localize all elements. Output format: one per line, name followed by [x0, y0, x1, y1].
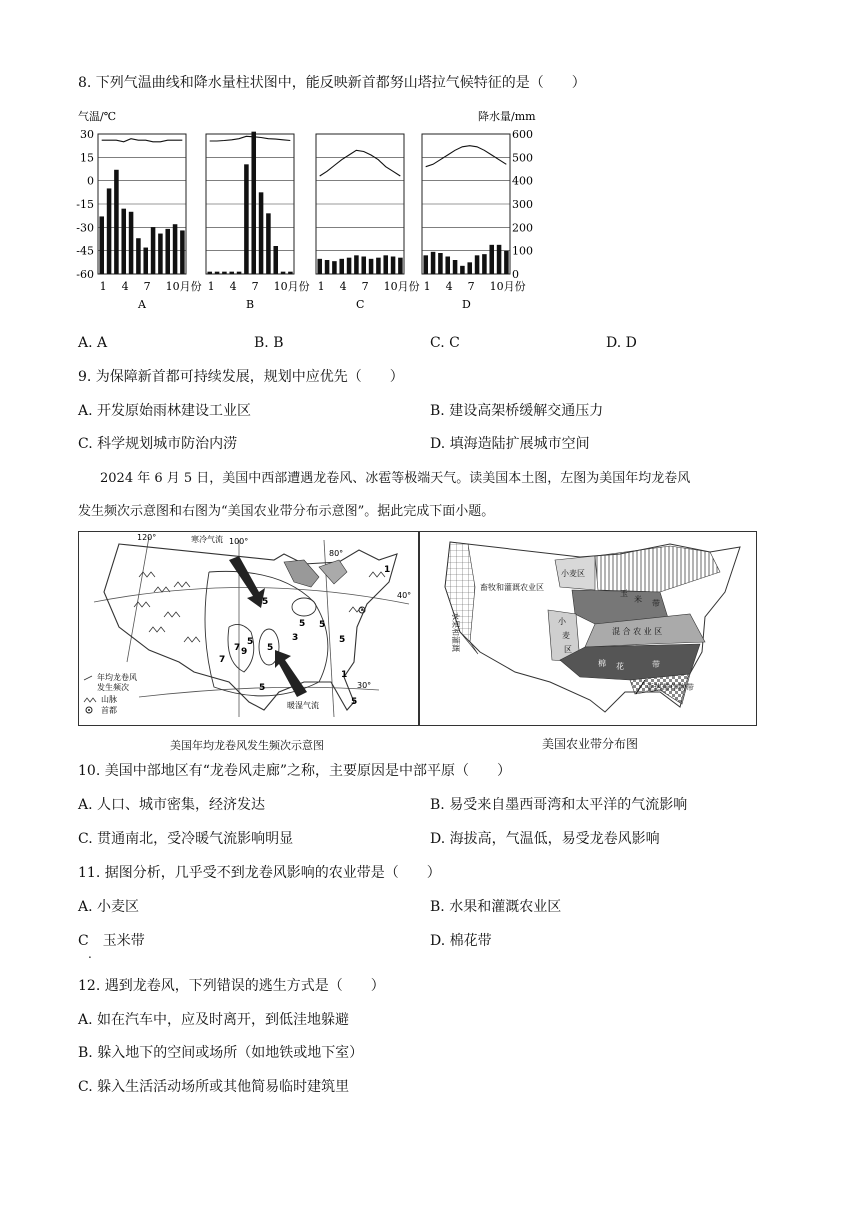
precip-tick-label: 500 — [512, 151, 533, 165]
precip-bar — [489, 245, 494, 274]
precip-bar — [165, 229, 170, 274]
climate-panel-c — [316, 134, 420, 311]
month-tick-label: 7 — [143, 280, 151, 293]
month-tick-label: 10月份 — [383, 280, 420, 293]
lon120-label: 120° — [137, 533, 157, 542]
warm-air-arrow — [275, 650, 307, 697]
precip-bar — [361, 257, 366, 275]
precip-bar — [121, 209, 126, 274]
temp-tick-label: -15 — [76, 198, 94, 211]
precip-bar — [354, 255, 359, 274]
label-mixed: 混 合 农 业 区 — [612, 627, 663, 636]
month-tick-label: 1 — [207, 280, 215, 293]
svg-text:5: 5 — [319, 620, 326, 630]
precip-tick-label: 300 — [512, 198, 533, 211]
precip-bar — [251, 132, 256, 274]
lon80-label: 80° — [329, 549, 344, 558]
month-tick-label: 7 — [467, 280, 475, 293]
precip-bar — [237, 272, 242, 274]
lat40-label: 40° — [397, 591, 412, 600]
svg-text:5: 5 — [247, 637, 254, 647]
svg-text:1: 1 — [384, 565, 391, 575]
month-tick-label: 4 — [445, 280, 453, 293]
precip-tick-label: 400 — [512, 174, 533, 188]
mountain-symbols — [134, 572, 385, 642]
precip-bar — [339, 259, 344, 274]
precip-bar — [244, 164, 249, 274]
month-tick-label: 7 — [361, 280, 369, 293]
precip-bar — [143, 248, 148, 274]
q12-stem: 12. 遇到龙卷风，下列错误的逃生方式是（ ） — [78, 978, 385, 994]
precip-bar — [504, 251, 509, 274]
q10-option-b[interactable]: B. 易受来自墨西哥湾和太平洋的气流影响 — [430, 797, 688, 813]
precip-axis-label: 降水量/mm — [478, 110, 536, 123]
precip-bar — [180, 230, 185, 274]
passage-line-1: 2024 年 6 月 5 日，美国中西部遭遇龙卷风、冰雹等极端天气。读美国本土图，左图为美国年均龙卷风 — [100, 471, 691, 486]
precip-bar — [114, 170, 119, 274]
isoline-ne — [292, 598, 316, 616]
climate-panel-a — [98, 134, 202, 311]
temp-tick-label: -60 — [76, 268, 94, 281]
legend-tornado-label-2: 发生频次 — [97, 683, 129, 692]
q8-option-b[interactable]: B. B — [254, 335, 284, 351]
agriculture-map-drawing — [420, 532, 756, 725]
svg-text:5: 5 — [262, 597, 269, 607]
q8-option-d[interactable]: D. D — [606, 335, 637, 351]
q9-option-c[interactable]: C. 科学规划城市防治内涝 — [78, 436, 238, 452]
precip-bar — [99, 216, 104, 274]
precip-bar — [467, 262, 472, 274]
q10-option-a[interactable]: A. 人口、城市密集，经济发达 — [78, 797, 266, 813]
precip-bar — [423, 255, 428, 274]
month-tick-label: 1 — [99, 280, 107, 293]
label-corn-3: 带 — [652, 599, 660, 608]
lon100-label: 100° — [229, 537, 249, 546]
precip-bar — [317, 259, 322, 274]
precip-bar — [266, 213, 271, 274]
label-cotton-1: 棉 — [598, 659, 606, 668]
month-tick-label: 4 — [121, 280, 129, 293]
precip-tick-label: 100 — [512, 244, 533, 258]
q11-option-a[interactable]: A. 小麦区 — [78, 899, 140, 915]
legend-mountain-icon — [84, 698, 96, 702]
svg-text:9: 9 — [241, 647, 248, 657]
agriculture-map — [419, 531, 757, 726]
temperature-curve — [210, 136, 291, 141]
precip-bar — [460, 266, 465, 274]
q12-option-c[interactable]: C. 躲入生活活动场所或其他简易临时建筑里 — [78, 1079, 350, 1095]
panel-name-d: D — [462, 298, 471, 311]
precip-bar — [273, 246, 278, 274]
month-tick-label: 1 — [423, 280, 431, 293]
precip-bar — [475, 255, 480, 274]
svg-text:7: 7 — [219, 655, 226, 665]
tornado-map-drawing — [79, 532, 418, 725]
q9-option-b[interactable]: B. 建设高架桥缓解交通压力 — [430, 403, 604, 419]
q11-stem: 11. 据图分析，几乎受不到龙卷风影响的农业带是（ ） — [78, 865, 441, 881]
svg-text:3: 3 — [292, 633, 299, 643]
legend-tornado-label: 年均龙卷风 — [97, 673, 137, 682]
precip-bar — [391, 257, 396, 275]
q12-option-a[interactable]: A. 如在汽车中，应及时离开，到低洼地躲避 — [78, 1012, 350, 1028]
svg-text:5: 5 — [339, 635, 346, 645]
q9-option-a[interactable]: A. 开发原始雨林建设工业区 — [78, 403, 252, 419]
precip-bar — [136, 238, 141, 274]
precip-bar — [107, 188, 112, 274]
label-wheat-north: 小麦区 — [561, 569, 585, 578]
tornado-map — [78, 531, 419, 726]
great-lakes — [284, 560, 319, 587]
lat30-label: 30° — [357, 681, 372, 690]
label-subtropical: 亚热带作物带 — [646, 683, 694, 692]
q11-option-b[interactable]: B. 水果和灌溉农业区 — [430, 899, 562, 915]
svg-text:5: 5 — [299, 619, 306, 629]
svg-text:7: 7 — [234, 643, 241, 653]
precip-bar — [151, 227, 156, 274]
q8-option-a[interactable]: A. A — [78, 335, 108, 351]
passage-line-2: 发生频次示意图和右图为“美国农业带分布示意图”。据此完成下面小题。 — [78, 504, 495, 519]
month-tick-label: 4 — [339, 280, 347, 293]
q11-stray-dot: . — [88, 947, 92, 961]
precip-bar — [129, 212, 134, 274]
cotton-belt-zone — [560, 644, 700, 680]
precip-bar — [325, 260, 330, 274]
precip-axis-ticks — [512, 128, 533, 281]
lon-120-line — [127, 537, 149, 662]
month-tick-label: 10月份 — [489, 280, 526, 293]
great-lakes-east — [319, 560, 347, 584]
precip-bar — [431, 252, 436, 274]
q10-option-c[interactable]: C. 贯通南北，受冷暖气流影响明显 — [78, 831, 294, 847]
svg-text:5: 5 — [267, 643, 274, 653]
precip-tick-label: 0 — [512, 268, 519, 281]
cold-air-arrow — [229, 556, 265, 608]
precip-bar — [215, 272, 220, 274]
panel-name-b: B — [246, 298, 255, 311]
temp-axis-ticks — [76, 128, 94, 281]
svg-text:5: 5 — [259, 683, 266, 693]
climate-charts — [0, 104, 860, 334]
precip-bar — [369, 259, 374, 274]
precip-bar — [173, 224, 178, 274]
temp-tick-label: 30 — [80, 128, 94, 141]
precip-tick-label: 600 — [512, 128, 533, 141]
cold-air-label: 寒冷气流 — [191, 535, 223, 544]
precip-bar — [445, 257, 450, 275]
precip-bar — [438, 253, 443, 274]
q10-option-d[interactable]: D. 海拔高，气温低，易受龙卷风影响 — [430, 831, 660, 847]
precip-bar — [207, 272, 212, 274]
precip-tick-label: 200 — [512, 221, 533, 235]
temperature-curve — [102, 139, 183, 142]
legend-mountain-label: 山脉 — [101, 695, 117, 704]
temperature-curve — [320, 150, 401, 176]
precip-bar — [497, 245, 502, 274]
q11-option-c[interactable]: C 玉米带 — [78, 933, 145, 949]
temp-axis-label: 气温/℃ — [78, 110, 117, 123]
q9-option-d[interactable]: D. 填海造陆扩展城市空间 — [430, 436, 590, 452]
climate-panel-d — [422, 134, 526, 311]
precip-bar — [376, 258, 381, 274]
climate-panel-b — [206, 132, 310, 311]
label-corn-2: 米 — [634, 595, 642, 604]
precip-bar — [281, 272, 286, 274]
temp-tick-label: -30 — [76, 221, 94, 235]
tornado-map-caption: 美国年均龙卷风发生频次示意图 — [170, 739, 324, 752]
q8-option-c[interactable]: C. C — [430, 335, 460, 351]
precip-bar — [288, 272, 293, 274]
q10-stem: 10. 美国中部地区有“龙卷风走廊”之称，主要原因是中部平原（ ） — [78, 763, 512, 779]
precip-bar — [482, 254, 487, 274]
label-fruit: 水果和灌溉 — [451, 612, 460, 652]
month-tick-label: 1 — [317, 280, 325, 293]
month-tick-label: 7 — [251, 280, 259, 293]
legend-capital-label: 首都 — [101, 706, 117, 715]
label-cotton-3: 带 — [652, 660, 660, 669]
label-wheat-south-1: 小 — [558, 617, 566, 626]
temperature-curve — [426, 146, 507, 167]
us-outline — [104, 544, 397, 710]
svg-text:5: 5 — [351, 697, 358, 707]
label-wheat-south-2: 麦 — [562, 631, 570, 640]
agriculture-map-caption: 美国农业带分布图 — [542, 737, 639, 751]
precip-bar — [453, 260, 458, 274]
q9-stem: 9. 为保障新首都可持续发展，规划中应优先（ ） — [78, 369, 404, 385]
precip-bar — [229, 272, 234, 274]
label-corn-1: 玉 — [620, 589, 628, 598]
svg-text:1: 1 — [341, 670, 348, 680]
q8-stem: 8. 下列气温曲线和降水量柱状图中，能反映新首都努山塔拉气候特征的是（ ） — [78, 75, 586, 91]
q11-option-d[interactable]: D. 棉花带 — [430, 933, 492, 949]
month-tick-label: 10月份 — [273, 280, 310, 293]
q12-option-b[interactable]: B. 躲入地下的空间或场所（如地铁或地下室） — [78, 1045, 364, 1061]
panel-name-c: C — [356, 298, 365, 311]
precip-bar — [158, 234, 163, 274]
panel-name-a: A — [138, 298, 146, 311]
label-wheat-south-3: 区 — [564, 645, 572, 654]
precip-bar — [398, 258, 403, 274]
temp-tick-label: 0 — [87, 174, 94, 188]
warm-air-label: 暖湿气流 — [287, 701, 319, 710]
precip-bar — [383, 255, 388, 274]
label-cotton-2: 花 — [616, 662, 624, 671]
legend-tornado-icon — [84, 676, 92, 680]
label-ranch: 畜牧和灌溉农业区 — [480, 583, 544, 592]
precip-bar — [332, 261, 337, 274]
precip-bar — [347, 258, 352, 274]
precip-bar — [222, 272, 227, 274]
temp-tick-label: 15 — [80, 151, 94, 165]
month-tick-label: 4 — [229, 280, 237, 293]
precip-bar — [259, 192, 264, 274]
month-tick-label: 10月份 — [165, 280, 202, 293]
temp-tick-label: -45 — [76, 244, 94, 258]
